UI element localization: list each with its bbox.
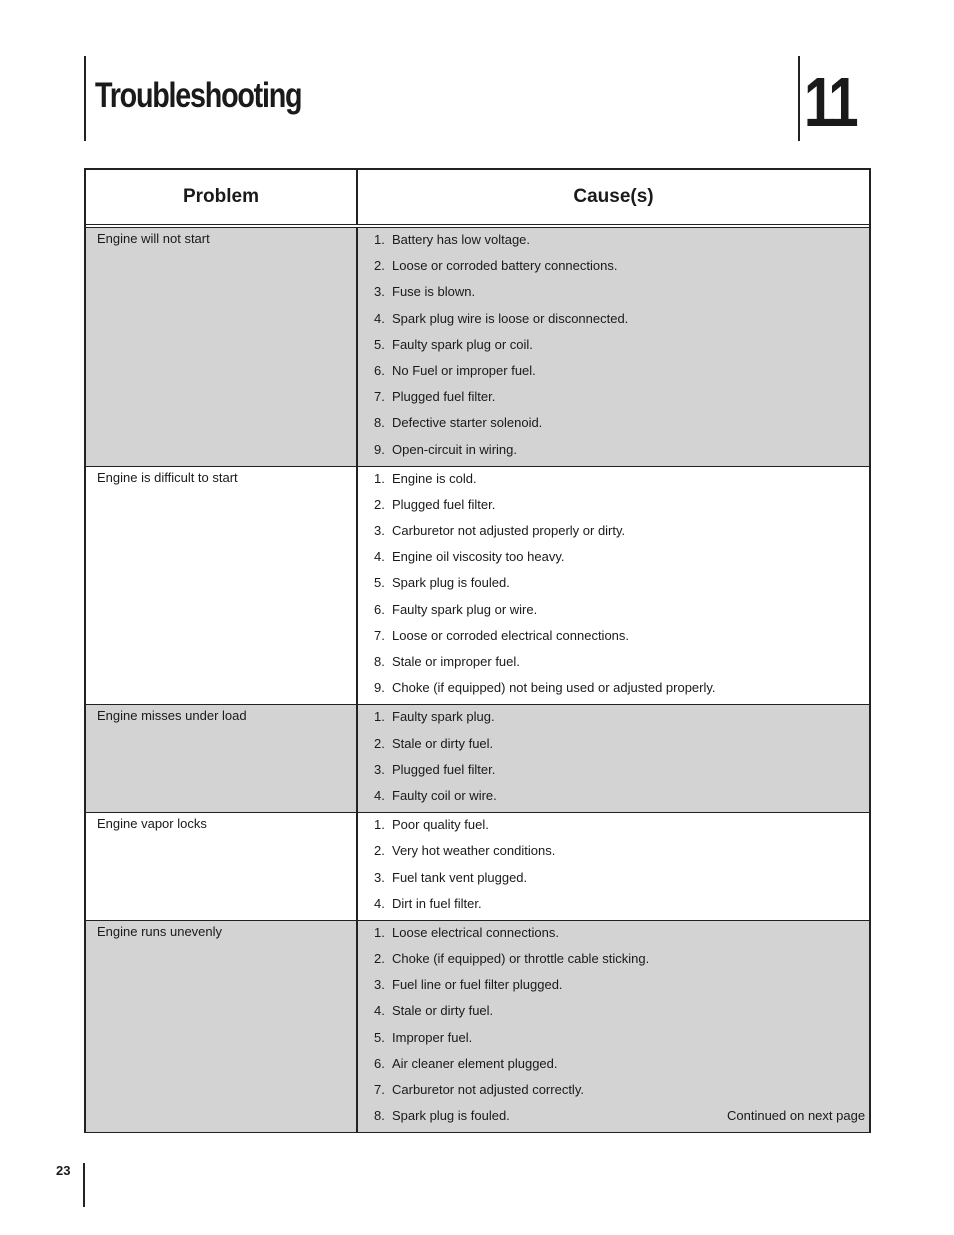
cause-text: Battery has low voltage. — [392, 232, 531, 247]
cause-item — [374, 868, 869, 894]
cause-text: Poor quality fuel. — [392, 817, 489, 833]
cause-item — [374, 678, 869, 704]
cause-number: 9. — [374, 441, 385, 457]
cause-list — [358, 467, 869, 705]
cause-text: Spark plug is fouled. — [392, 1108, 510, 1124]
table-row — [86, 466, 869, 705]
cause-text: Open-circuit in wiring. — [392, 441, 517, 457]
cause-number: 4. — [374, 549, 385, 565]
problem-cell: Engine runs unevenly — [86, 921, 358, 1133]
cause-number: 6. — [374, 1055, 385, 1071]
cause-number: 3. — [374, 284, 385, 300]
cause-list — [358, 813, 869, 920]
cause-number: 2. — [374, 843, 385, 859]
cause-text: Carburetor not adjusted properly or dirty. — [392, 523, 626, 539]
cause-item — [374, 521, 869, 547]
cause-list — [358, 705, 869, 812]
cause-list — [358, 921, 869, 1133]
cause-text: Improper fuel. — [392, 1029, 473, 1045]
cause-text: No Fuel or improper fuel. — [392, 362, 536, 378]
table-header — [84, 168, 871, 224]
cause-number: 1. — [374, 470, 385, 486]
cause-item — [374, 626, 869, 652]
cause-number: 8. — [374, 415, 385, 431]
table-row — [86, 812, 869, 920]
cause-number: 4. — [374, 1003, 385, 1019]
cause-number: 8. — [374, 654, 385, 669]
problem-cell: Engine will not start — [86, 228, 358, 466]
problem-cell: Engine is difficult to start — [86, 467, 358, 705]
cause-text: Plugged fuel filter. — [392, 389, 496, 405]
cause-number: 2. — [374, 258, 385, 274]
cause-item — [374, 256, 869, 282]
cause-text: Carburetor not adjusted correctly. — [392, 1082, 584, 1097]
cause-text: Engine oil viscosity too heavy. — [392, 549, 565, 565]
cause-item — [374, 786, 869, 812]
cause-item — [374, 760, 869, 786]
cause-list — [358, 228, 869, 466]
chapter-rule — [798, 56, 800, 141]
table-row — [86, 228, 869, 466]
cause-number: 5. — [374, 575, 385, 591]
cause-number: 2. — [374, 496, 385, 512]
page-title: Troubleshooting — [95, 76, 302, 115]
cause-text: Fuse is blown. — [392, 284, 476, 300]
cause-number: 5. — [374, 336, 385, 352]
cause-number: 2. — [374, 951, 385, 967]
cause-text: Plugged fuel filter. — [392, 496, 496, 512]
cause-text: Faulty spark plug. — [392, 709, 495, 725]
cause-number: 3. — [374, 523, 385, 539]
cause-item — [374, 652, 869, 678]
cause-number: 4. — [374, 787, 385, 803]
cause-text: Air cleaner element plugged. — [392, 1055, 558, 1071]
chapter-number: 11 — [804, 63, 856, 141]
troubleshooting-table — [84, 168, 871, 1133]
cause-item — [374, 573, 869, 599]
cause-number: 1. — [374, 924, 385, 940]
cause-text: Defective starter solenoid. — [392, 415, 543, 431]
cause-text: Faulty spark plug or wire. — [392, 601, 538, 617]
cause-number: 4. — [374, 895, 385, 911]
cause-item — [374, 387, 869, 413]
cause-text: Engine is cold. — [392, 470, 477, 486]
cause-number: 7. — [374, 1082, 385, 1097]
cause-text: Spark plug wire is loose or disconnected. — [392, 310, 629, 326]
column-header-problem: Problem — [86, 170, 358, 224]
table-row — [86, 920, 869, 1133]
cause-item — [374, 335, 869, 361]
cause-number: 3. — [374, 869, 385, 885]
cause-item — [374, 1080, 869, 1106]
cause-item — [374, 230, 869, 256]
cause-item — [374, 1054, 869, 1080]
cause-text: Very hot weather conditions. — [392, 843, 556, 859]
cause-item — [374, 440, 869, 466]
cause-item — [374, 282, 869, 308]
cause-item — [374, 1001, 869, 1027]
cause-item — [374, 413, 869, 439]
cause-text: Choke (if equipped) or throttle cable sticking. — [392, 951, 650, 967]
cause-item — [374, 600, 869, 626]
cause-text: Plugged fuel filter. — [392, 761, 496, 777]
cause-item — [374, 815, 869, 841]
cause-item — [374, 734, 869, 760]
cause-text: Faulty coil or wire. — [392, 787, 497, 803]
cause-text: Loose or corroded electrical connections. — [392, 627, 630, 643]
problem-cell: Engine vapor locks — [86, 813, 358, 920]
cause-number: 7. — [374, 627, 385, 643]
page-number-rule — [83, 1163, 85, 1207]
table-row — [86, 704, 869, 812]
cause-number: 1. — [374, 232, 385, 247]
column-header-cause: Cause(s) — [573, 186, 654, 207]
cause-number: 3. — [374, 761, 385, 777]
cause-item — [374, 949, 869, 975]
cause-text: Stale or dirty fuel. — [392, 735, 494, 751]
continued-note: Continued on next page — [727, 1108, 866, 1123]
cause-number: 9. — [374, 680, 385, 696]
cause-text: Fuel line or fuel filter plugged. — [392, 977, 563, 993]
cause-text: Loose or corroded battery connections. — [392, 258, 618, 274]
cause-number: 8. — [374, 1108, 385, 1124]
cause-number: 6. — [374, 601, 385, 617]
cause-item — [374, 923, 869, 949]
cause-number: 6. — [374, 362, 385, 378]
cause-number: 1. — [374, 817, 385, 833]
cause-text: Loose electrical connections. — [392, 924, 559, 940]
cause-number: 7. — [374, 389, 385, 405]
cause-number: 4. — [374, 310, 385, 326]
cause-text: Choke (if equipped) not being used or adjusted properly. — [392, 680, 716, 696]
cause-text: Faulty spark plug or coil. — [392, 336, 533, 352]
cause-item — [374, 495, 869, 521]
cause-item — [374, 309, 869, 335]
cause-number: 3. — [374, 977, 385, 993]
cause-item — [374, 1028, 869, 1054]
table-body — [84, 228, 871, 1133]
cause-item — [374, 894, 869, 920]
cause-text: Spark plug is fouled. — [392, 575, 510, 591]
page-number: 23 — [56, 1163, 71, 1178]
cause-item — [374, 361, 869, 387]
cause-number: 1. — [374, 709, 385, 725]
title-rule — [84, 56, 86, 141]
cause-number: 5. — [374, 1029, 385, 1045]
cause-text: Stale or improper fuel. — [392, 654, 520, 669]
cause-item — [374, 707, 869, 733]
cause-text: Stale or dirty fuel. — [392, 1003, 494, 1019]
cause-item — [374, 975, 869, 1001]
cause-text: Dirt in fuel filter. — [392, 895, 482, 911]
cause-text: Fuel tank vent plugged. — [392, 869, 528, 885]
problem-cell: Engine misses under load — [86, 705, 358, 812]
cause-item — [374, 469, 869, 495]
cause-item — [374, 841, 869, 867]
cause-item — [374, 547, 869, 573]
cause-number: 2. — [374, 735, 385, 751]
